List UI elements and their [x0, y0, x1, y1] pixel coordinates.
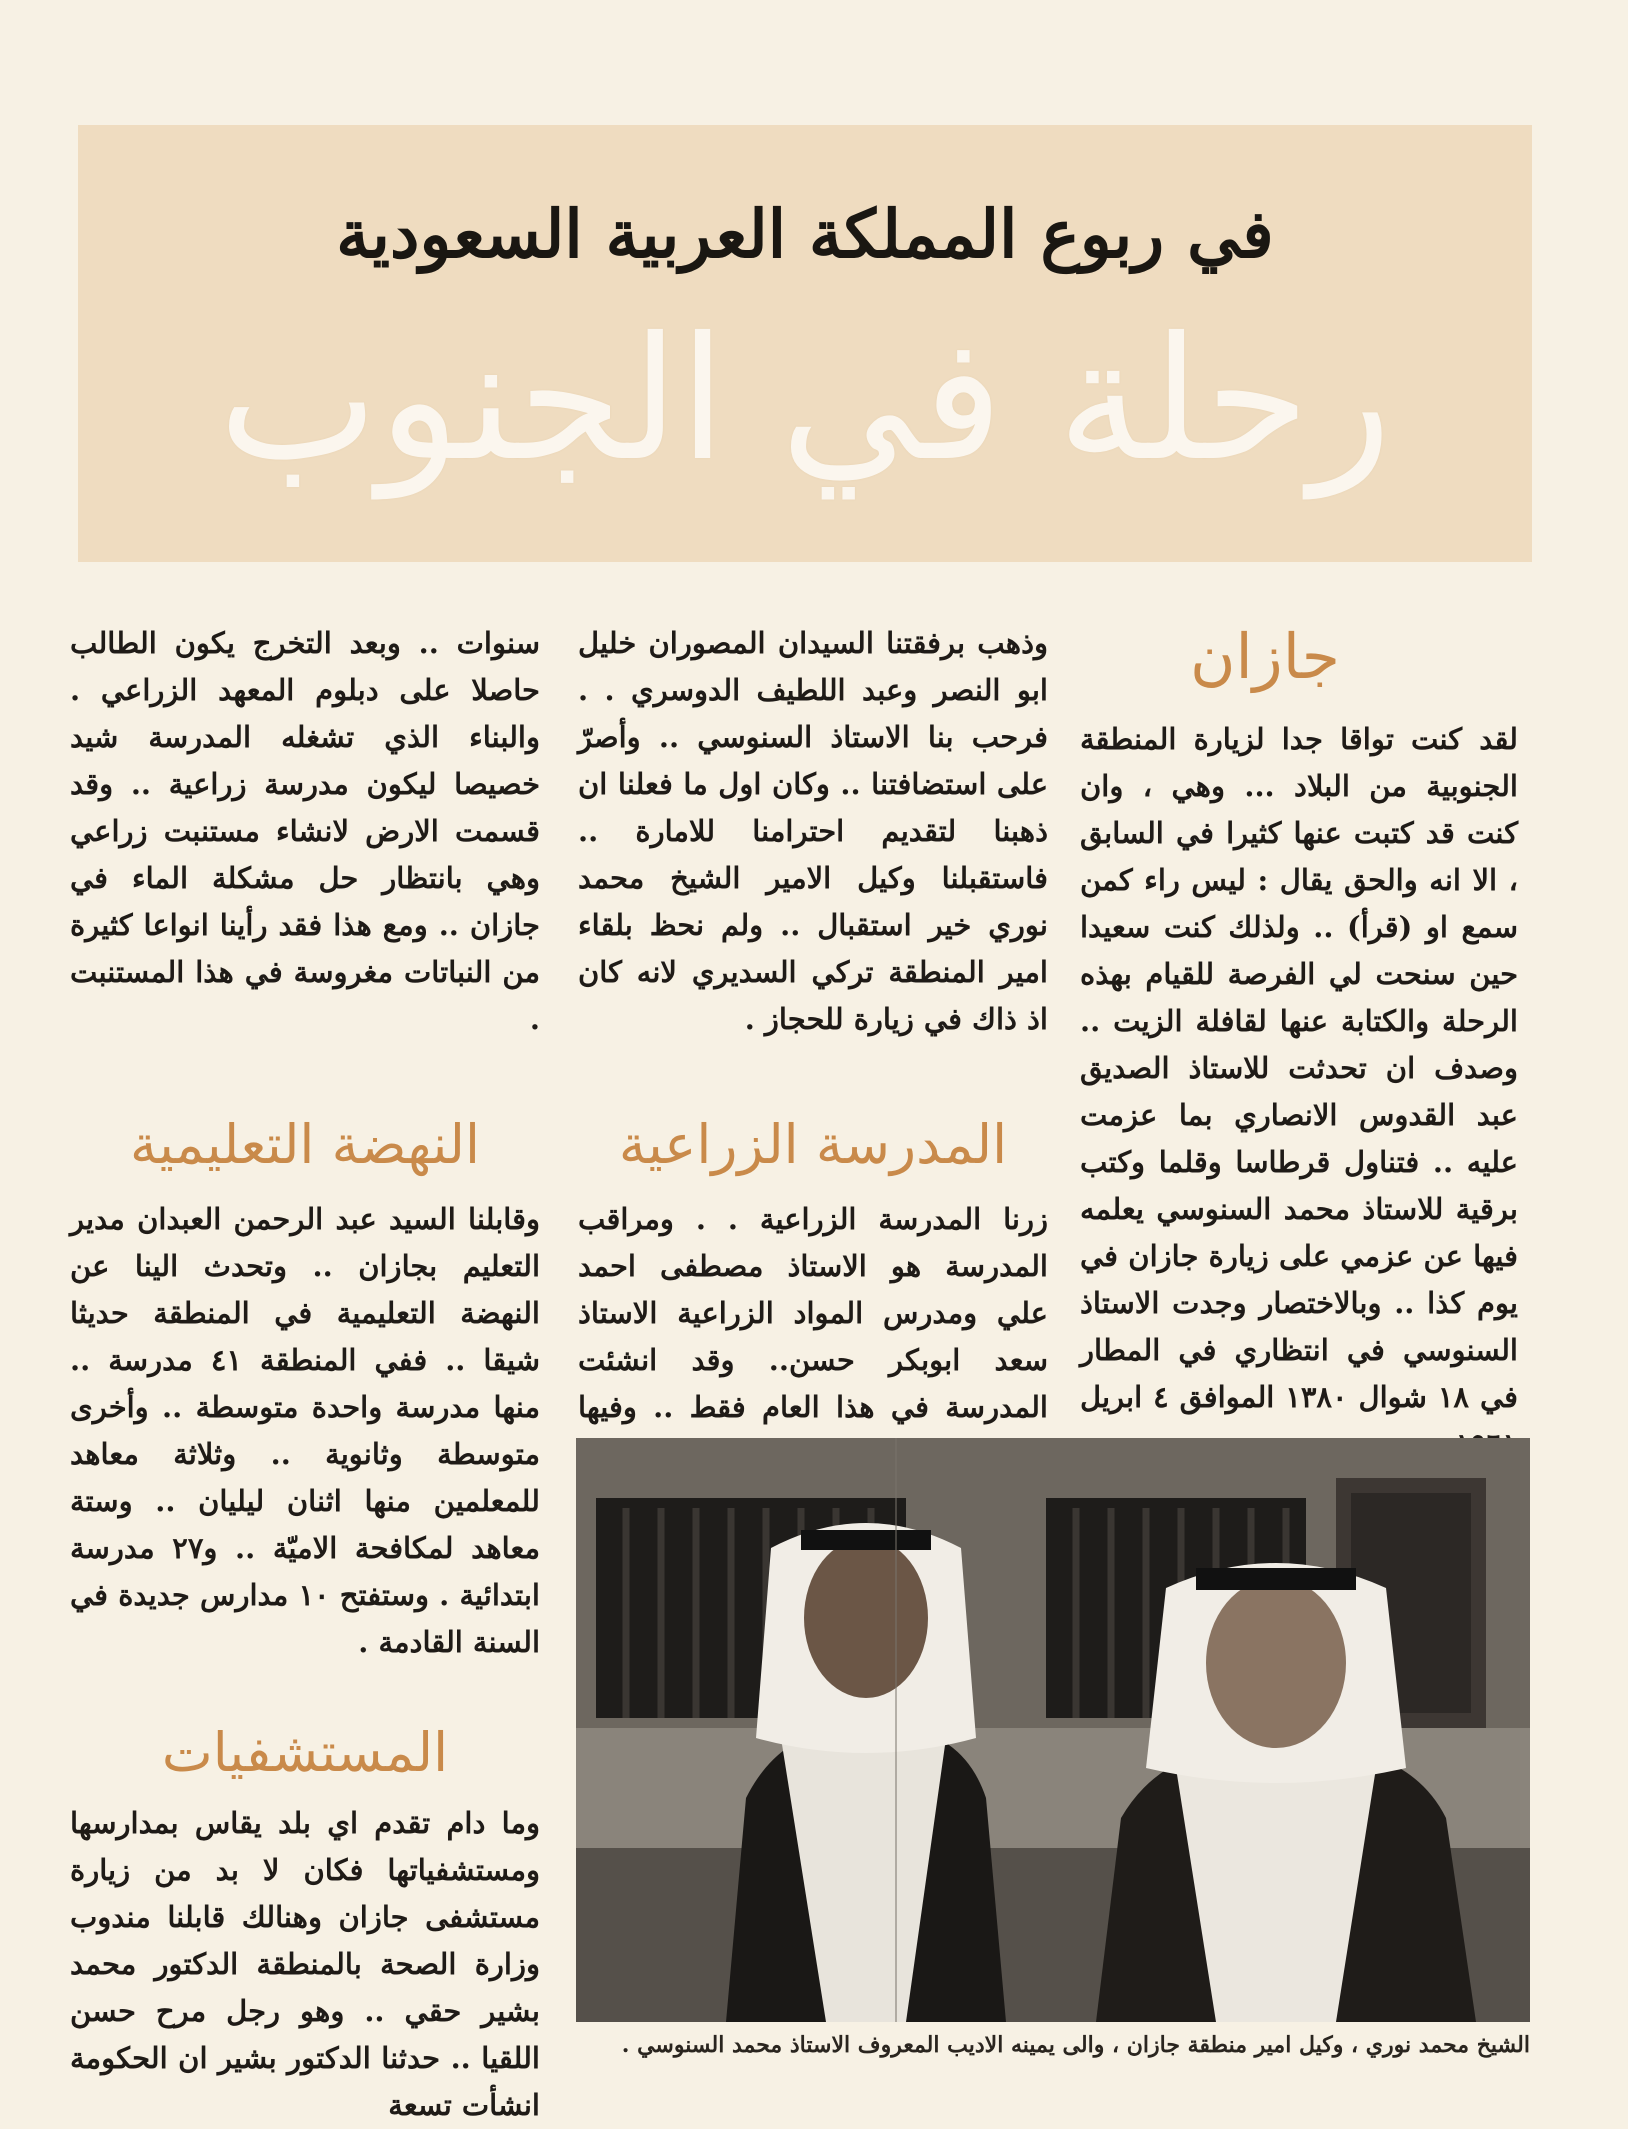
photo-illustration — [576, 1438, 1530, 2022]
paragraph-agricultural-school: زرنا المدرسة الزراعية . . ومراقب المدرسة هو الاستاذ مصطفى احمد علي ومدرس المواد الزراعية الاستاذ سعد ابوبكر حسن.. وقد انشئت المدرسة في هذا العام فقط .. وفيها — [578, 1201, 1048, 1424]
paragraph-agricultural-continued: سنوات .. وبعد التخرج يكون الطالب حاصلا على دبلوم المعهد الزراعي . والبناء الذي تشغله المدرسة شيد خصيصا ليكون مدرسة زراعية .. وقد قسمت الارض لانشاء مستنبت زراعي وهي بانتظار حل مشكلة الماء في جازان .. ومع هذا فقد رأينا انواعا كثيرة من النباتات مغروسة في هذا المستنبت . — [70, 626, 540, 1036]
banner-title: رحلة في الجنوب — [218, 301, 1392, 499]
column-right — [1080, 620, 1518, 1468]
heading-hospitals: المستشفيات — [161, 1720, 449, 1784]
column-middle — [578, 620, 1048, 1478]
title-banner — [78, 125, 1532, 562]
banner-kicker: في ربوع المملكة العربية السعودية — [336, 195, 1274, 273]
heading-education: النهضة التعليمية — [129, 1113, 481, 1176]
heading-agricultural-school: المدرسة الزراعية — [618, 1113, 1008, 1176]
photo-caption: الشيخ محمد نوري ، وكيل امير منطقة جازان ، والى يمينه الاديب المعروف الاستاذ محمد السنوسي . — [621, 2032, 1530, 2058]
paragraph-visit: وذهب برفقتنا السيدان المصوران خليل ابو النصر وعبد اللطيف الدوسري . . فرحب بنا الاستاذ السنوسي .. وأصرّ على استضافتنا .. وكان اول ما فعلنا ان ذهبنا لتقديم احترامنا للامارة .. فاستقبلنا وكيل الامير الشيخ محمد نوري خير استقبال .. ولم نحظ بلقاء امير المنطقة تركي السديري لانه كان اذ ذاك في زيارة للحجاز . — [578, 626, 1048, 1036]
column-left — [70, 620, 540, 2129]
paragraph-jazan: لقد كنت تواقا جدا لزيارة المنطقة الجنوبية من البلاد ... وهي ، وان كنت قد كتبت عنها كثيرا في السابق ، الا انه والحق يقال : ليس راء كمن سمع او (قرأ) .. ولذلك كنت سعيدا حين سنحت لي الفرصة للقيام بهذه الرحلة والكتابة عنها لقافلة الزيت .. وصدف ان تحدثت للاستاذ الصديق عبد القدوس الانصاري بما عزمت عليه .. فتناول قرطاسا وقلما وكتب برقية للاستاذ محمد السنوسي يعلمه فيها عن عزمي على زيارة جازان في يوم كذا .. وبالاختصار وجدت الاستاذ السنوسي في انتظاري في المطار في ١٨ شوال ١٣٨٠ الموافق ٤ ابريل — [1080, 722, 1518, 1415]
photo-two-men — [576, 1438, 1530, 2022]
paragraph-hospitals: وما دام تقدم اي بلد يقاس بمدارسها ومستشفياتها فكان لا بد من زيارة مستشفى جازان وهنالك قابلنا مندوب وزارة الصحة بالمنطقة الدكتور محمد بشير حقي .. وهو رجل مرح حسن اللقيا .. حدثنا الدكتور بشير ان الحكومة انشأت تسعة — [70, 1805, 540, 2122]
paragraph-education: وقابلنا السيد عبد الرحمن العبدان مدير التعليم بجازان .. وتحدث الينا عن النهضة التعليمية في المنطقة حديثا شيقا .. ففي المنطقة ٤١ مدرسة .. منها مدرسة واحدة متوسطة .. وأخرى متوسطة وثانوية .. وثلاثة معاهد للمعلمين منها اثنان ليليان .. وستة معاهد لمكافحة الاميّة .. و٢٧ مدرسة ابتدائية . وستفتح ١٠ مدارس جديدة في السنة القادمة . — [70, 1201, 541, 1659]
heading-jazan: جازان — [1190, 620, 1340, 693]
